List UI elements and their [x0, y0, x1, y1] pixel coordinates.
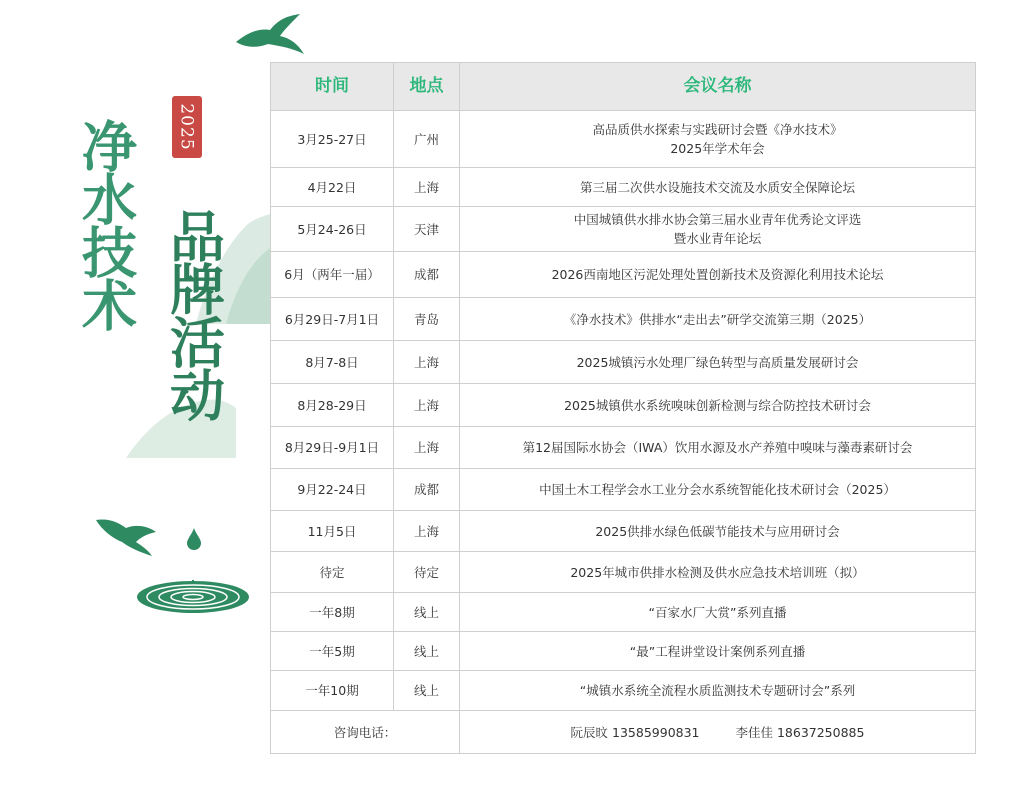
- year-badge: [172, 96, 202, 158]
- decorative-left-panel: [0, 0, 270, 793]
- cell-place: 广州: [394, 111, 460, 168]
- cell-name: 2025年城市供排水检测及供水应急技术培训班（拟）: [460, 552, 976, 593]
- cell-name: 中国城镇供水排水协会第三届水业青年优秀论文评选 暨水业青年论坛: [460, 207, 976, 252]
- table-row: [271, 341, 976, 384]
- table-row: [271, 632, 976, 671]
- cell-place: 待定: [394, 552, 460, 593]
- cell-time: 一年10期: [271, 671, 394, 711]
- cell-name: 2025城镇污水处理厂绿色转型与高质量发展研讨会: [460, 341, 976, 384]
- cell-name: “最”工程讲堂设计案例系列直播: [460, 632, 976, 671]
- table-row: [271, 593, 976, 632]
- year-text: 2025: [177, 103, 198, 151]
- cell-place: 上海: [394, 427, 460, 469]
- cell-time: 一年8期: [271, 593, 394, 632]
- schedule-table: [270, 62, 976, 754]
- cell-place: 上海: [394, 511, 460, 552]
- cell-name: 2025供排水绿色低碳节能技术与应用研讨会: [460, 511, 976, 552]
- cell-time: 8月28-29日: [271, 384, 394, 427]
- table-row: [271, 111, 976, 168]
- cell-place: 上海: [394, 341, 460, 384]
- cell-place: 成都: [394, 469, 460, 511]
- table-row: [271, 552, 976, 593]
- contact-row: [271, 711, 976, 754]
- cell-name: 2025城镇供水系统嗅味创新检测与综合防控技术研讨会: [460, 384, 976, 427]
- table-row: [271, 427, 976, 469]
- cell-time: 9月22-24日: [271, 469, 394, 511]
- cell-name: 2026西南地区污泥处理处置创新技术及资源化利用技术论坛: [460, 252, 976, 298]
- cell-name: 中国土木工程学会水工业分会水系统智能化技术研讨会（2025）: [460, 469, 976, 511]
- table-row: [271, 469, 976, 511]
- table-row: [271, 511, 976, 552]
- cell-place: 青岛: [394, 298, 460, 341]
- cell-place: 线上: [394, 671, 460, 711]
- cell-place: 上海: [394, 384, 460, 427]
- cell-time: 3月25-27日: [271, 111, 394, 168]
- swallow-icon-lower: [96, 510, 164, 556]
- cell-time: 11月5日: [271, 511, 394, 552]
- cell-place: 线上: [394, 632, 460, 671]
- cell-time: 待定: [271, 552, 394, 593]
- cell-place: 成都: [394, 252, 460, 298]
- title-jingshui-jishu: 净水技术: [73, 118, 138, 330]
- cell-time: 6月（两年一届）: [271, 252, 394, 298]
- cell-name: 高品质供水探索与实践研讨会暨《净水技术》 2025年学术年会: [460, 111, 976, 168]
- cell-name: 第三届二次供水设施技术交流及水质安全保障论坛: [460, 168, 976, 207]
- header-time: 时间: [271, 63, 394, 111]
- table-row: [271, 168, 976, 207]
- cell-time: 4月22日: [271, 168, 394, 207]
- cell-time: 6月29日-7月1日: [271, 298, 394, 341]
- cell-time: 8月7-8日: [271, 341, 394, 384]
- water-drop-icon: [187, 528, 201, 550]
- header-place: 地点: [394, 63, 460, 111]
- table-row: [271, 298, 976, 341]
- water-ripple-icon: [136, 580, 250, 614]
- table-row: [271, 671, 976, 711]
- cell-place: 线上: [394, 593, 460, 632]
- table-row: [271, 384, 976, 427]
- cell-name: “百家水厂大赏”系列直播: [460, 593, 976, 632]
- cell-time: 一年5期: [271, 632, 394, 671]
- cell-time: 8月29日-9月1日: [271, 427, 394, 469]
- table-header-row: [271, 63, 976, 111]
- cell-name: 第12届国际水协会（IWA）饮用水源及水产养殖中嗅味与藻毒素研讨会: [460, 427, 976, 469]
- swallow-icon: [234, 14, 306, 58]
- cell-name: “城镇水系统全流程水质监测技术专题研讨会”系列: [460, 671, 976, 711]
- title-pinpai-huodong: 品牌活动: [161, 208, 226, 420]
- table-row: [271, 252, 976, 298]
- cell-time: 5月24-26日: [271, 207, 394, 252]
- cell-place: 天津: [394, 207, 460, 252]
- contact-person-2: 李佳佳 18637250885: [735, 724, 865, 740]
- table-row: [271, 207, 976, 252]
- cell-place: 上海: [394, 168, 460, 207]
- contact-label: 咨询电话：: [271, 711, 460, 754]
- contact-person-1: 阮辰旼 13585990831: [570, 724, 700, 740]
- schedule-table-container: [270, 62, 975, 754]
- contact-numbers: [460, 711, 976, 754]
- header-name: 会议名称: [460, 63, 976, 111]
- cell-name: 《净水技术》供排水“走出去”研学交流第三期（2025）: [460, 298, 976, 341]
